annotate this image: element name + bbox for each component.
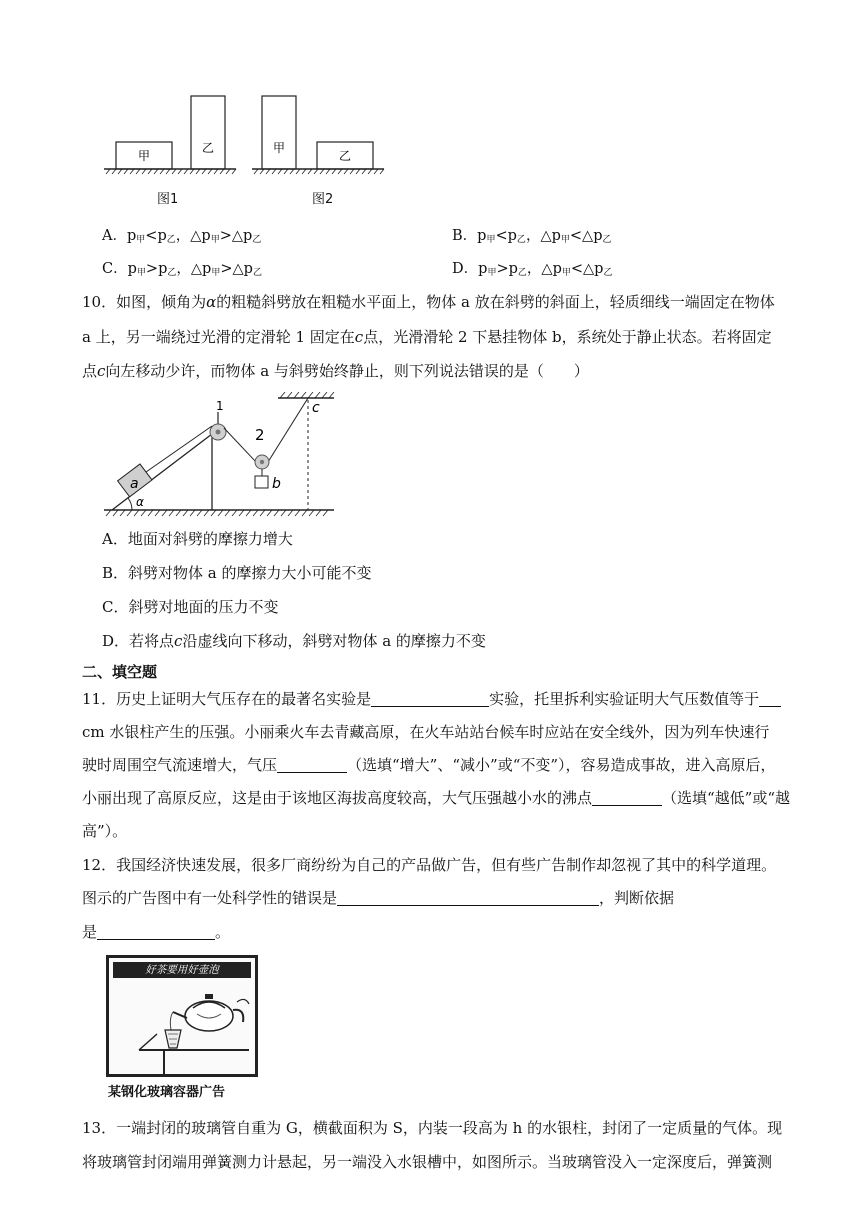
fig2-jia-label: 甲 [272, 141, 286, 155]
label-a: a [130, 476, 139, 492]
q13-line-1: 13．一端封闭的玻璃管自重为 G，横截面积为 S，内装一段高为 h 的水银柱，封闭了一定质量的气体。现 [82, 1119, 783, 1137]
fig1-jia-label: 甲 [137, 149, 151, 163]
q10-option-a: A．地面对斜劈的摩擦力增大 [102, 530, 293, 548]
q12-blank-2[interactable] [97, 923, 215, 940]
q10-figure [100, 392, 340, 520]
q12-blank-1[interactable] [337, 889, 599, 906]
ad-banner: 好茶要用好壶泡 [113, 962, 251, 978]
q9-figure-2 [248, 90, 388, 180]
q9-figure-1 [100, 90, 240, 180]
q11-line-2: cm 水银柱产生的压强。小丽乘火车去青藏高原，在火车站站台候车时应站在安全线外，因为列车快速行 [82, 723, 770, 741]
q10-option-b: B．斜劈对物体 a 的摩擦力大小可能不变 [102, 564, 372, 582]
q12-line-2: 图示的广告图中有一处科学性的错误是 ，判断依据 [82, 889, 675, 907]
q9-option-a: A．$p_甲<p_乙$，$\triangle p_甲>\triangle p_乙$ [102, 228, 262, 245]
teapot-scene-icon [109, 978, 255, 1074]
fig2-yi-label: 乙 [338, 149, 352, 163]
q10-line-3: 点c向左移动少许，而物体 a 与斜劈始终静止，则下列说法错误的是（ ） [82, 362, 589, 380]
q10-option-c: C．斜劈对地面的压力不变 [102, 598, 279, 616]
q12-line-1: 12．我国经济快速发展，很多厂商纷纷为自己的产品做广告，但有些广告制作却忽视了其中的科学道理。 [82, 856, 777, 874]
q11-blank-1[interactable] [371, 690, 489, 707]
q9-option-c: C．$p_甲>p_乙$，$\triangle p_甲>\triangle p_乙$ [102, 261, 262, 278]
ad-caption: 某钢化玻璃容器广告 [108, 1085, 226, 1100]
fig2-caption: 图2 [312, 192, 334, 207]
advertisement-image [106, 955, 258, 1077]
label-c: c [312, 400, 320, 416]
q9-option-d: D．$p_甲>p_乙$，$\triangle p_甲<\triangle p_乙$ [452, 261, 613, 278]
q10-option-d: D．若将点c沿虚线向下移动，斜劈对物体 a 的摩擦力不变 [102, 632, 486, 650]
q13-line-2: 将玻璃管封闭端用弹簧测力计悬起，另一端没入水银槽中，如图所示。当玻璃管没入一定深度后，弹簧测 [82, 1153, 773, 1171]
label-2: 2 [255, 426, 265, 444]
q11-line-5: 高”）。 [82, 822, 128, 840]
q10-line-1: 10．如图，倾角为α的粗糙斜劈放在粗糙水平面上，物体 a 放在斜劈的斜面上，轻质细线一端固定在物体 [82, 293, 775, 311]
section-title-fill-in: 二、填空题 [82, 663, 158, 681]
fig1-caption: 图1 [157, 192, 179, 207]
q10-line-2: a 上，另一端绕过光滑的定滑轮 1 固定在c点，光滑滑轮 2 下悬挂物体 b，系统处于静止状态。若将固定 [82, 328, 772, 346]
q11-line-1: 11．历史上证明大气压存在的最著名实验是 实验，托里拆利实验证明大气压数值等于 [82, 689, 781, 709]
q11-blank-3[interactable] [277, 756, 347, 773]
q11-line-4: 小丽出现了高原反应，这是由于该地区海拔高度较高，大气压强越小水的沸点 （选填“越低”或“越 [82, 789, 791, 807]
label-1: 1 [216, 399, 224, 413]
label-alpha: α [136, 495, 144, 509]
q11-line-3: 驶时周围空气流速增大，气压 （选填“增大”、“减小”或“不变”），容易造成事故，进入高原后， [82, 756, 776, 774]
q11-blank-4[interactable] [592, 789, 662, 806]
q12-line-3: 是 。 [82, 923, 231, 941]
q11-blank-2[interactable] [759, 690, 781, 707]
q9-option-b: B．$p_甲<p_乙$，$\triangle p_甲<\triangle p_乙$ [452, 228, 612, 245]
label-b: b [272, 476, 281, 492]
fig1-yi-label: 乙 [201, 141, 215, 155]
